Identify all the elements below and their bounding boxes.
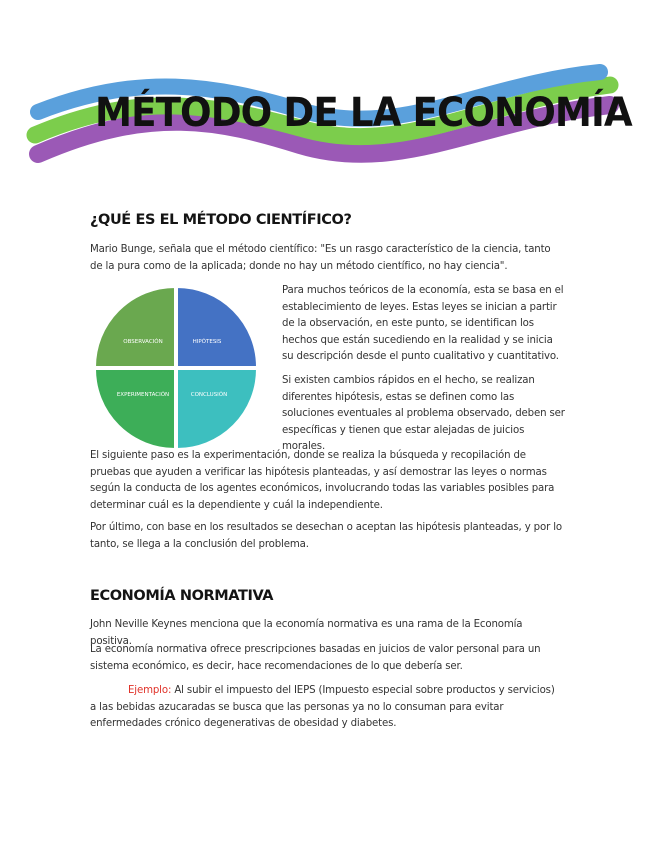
label-experimentacion: EXPERIMENTACIÓN: [116, 392, 170, 398]
paragraph-hypotheses: Si existen cambios rápidos en el hecho, se realizan diferentes hipótesis, estas se definen como las soluciones eventuales al problema observado, deben ser específicas y tienen que estar alejadas de juicios morales.: [282, 375, 565, 452]
paragraph-keynes: John Neville Keynes menciona que la economía normativa es una rama de la Economía positiva.: [90, 619, 523, 647]
label-conclusion: CONCLUSIÓN: [190, 392, 228, 398]
example-label: Ejemplo:: [128, 685, 172, 696]
quadrant-experimentacion: [95, 369, 175, 449]
paragraph-experimentation: El siguiente paso es la experimentación, donde se realiza la búsqueda y recopilación de pruebas que ayuden a verificar las hipótesis planteadas, y así demostrar las leyes o normas según la conducta de los agentes económicos, involucrando todas las variables posibles para determinar cuál es la dependiente y cuál la independiente.: [90, 450, 555, 511]
label-observacion: OBSERVACIÓN: [123, 339, 163, 345]
label-hipotesis: HIPÓTESIS: [192, 339, 222, 345]
quadrant-hipotesis: [177, 287, 257, 367]
intro-paragraph: Mario Bunge, señala que el método científico: "Es un rasgo característico de la ciencia, tanto de la pura como de la aplicada; donde no hay un método científico, no hay ciencia".: [90, 244, 551, 272]
paragraph-laws: Para muchos teóricos de la economía, esta se basa en el establecimiento de leyes. Estas leyes se inician a partir de la observación, en este punto, se identifican los hechos que están sucediendo en la realidad y se inicia su descripción desde el punto cualitativo y cuantitativo.: [282, 285, 564, 362]
paragraph-conclusion: Por último, con base en los resultados se desechan o aceptan las hipótesis planteadas, y por lo tanto, se llega a la conclusión del problema.: [90, 522, 562, 550]
paragraph-example: [90, 683, 562, 733]
paragraph-normative-definition: La economía normativa ofrece prescripciones basadas en juicios de valor personal para un sistema económico, es decir, hace recomendaciones de lo que debería ser.: [90, 644, 541, 672]
example-text: Al subir el impuesto del IEPS (Impuesto especial sobre productos y servicios) a las bebidas azucaradas se busca que las personas ya no lo consuman para evitar enfermedades crónico degenerativas de obesidad y diabetes.: [90, 685, 555, 729]
quadrant-conclusion: [177, 369, 257, 449]
section-heading-scientific-method: ¿QUÉ ES EL MÉTODO CIENTÍFICO?: [90, 212, 352, 228]
page-title: MÉTODO DE LA ECONOMÍA: [95, 90, 632, 136]
section-heading-normative-economy: ECONOMÍA NORMATIVA: [90, 588, 274, 604]
quadrant-observacion: [95, 287, 175, 367]
method-cycle-diagram: [95, 287, 260, 452]
